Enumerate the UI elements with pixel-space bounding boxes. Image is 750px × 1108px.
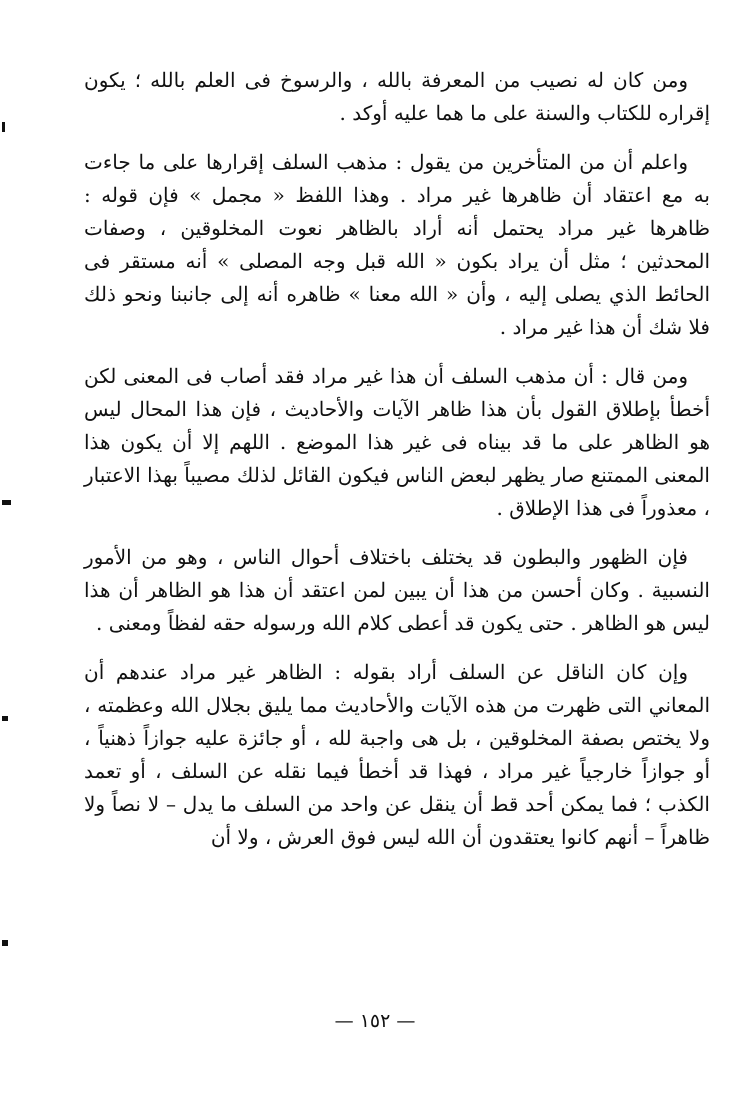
margin-mark	[2, 716, 8, 721]
paragraph-1: ومن كان له نصيب من المعرفة بالله ، والرسوخ فى العلم بالله ؛ يكون إقراره للكتاب والسنة على ما هما عليه أوكد .	[84, 68, 710, 125]
margin-mark	[2, 500, 11, 505]
paragraph-5: وإن كان الناقل عن السلف أراد بقوله : الظاهر غير مراد عندهم أن المعاني التى ظهرت من هذه الآيات والأحاديث مما يليق بجلال الله وعظمته ، ولا يختص بصفة المخلوقين ، بل هى واجبة لله ، أو جائزة عليه جوازاً ذهنياً ، أو جوازاً خارجياً غير مراد ، فهذا قد أخطأ فيما نقله عن السلف ، أو تعمد الكذب ؛ فما يمكن أحد قط أن ينقل عن واحد من السلف ما يدل – لا نصاً ولا ظاهراً – أنهم كانوا يعتقدون أن الله ليس فوق العرش ، ولا أن	[84, 660, 710, 849]
paragraph-2: واعلم أن من المتأخرين من يقول : مذهب السلف إقرارها على ما جاءت به مع اعتقاد أن ظاهرها غير مراد . وهذا اللفظ « مجمل » فإن قوله : ظاهرها غير مراد يحتمل أنه أراد بالظاهر نعوت المخلوقين ، وصفات المحدثين ؛ مثل أن يراد بكون « الله قبل وجه المصلى » أنه مستقر فى الحائط الذي يصلى إليه ، وأن « الله معنا » ظاهره أنه إلى جانبنا ونحو ذلك فلا شك أن هذا غير مراد .	[84, 150, 711, 339]
paragraph-3: ومن قال : أن مذهب السلف أن هذا غير مراد فقد أصاب فى المعنى لكن أخطأ بإطلاق القول بأن هذا ظاهر الآيات والأحاديث ، فإن هذا المحال ليس هو الظاهر على ما قد بيناه فى غير هذا الموضع . اللهم إلا أن يكون هذا المعنى الممتنع صار يظهر لبعض الناس فيكون القائل لذلك مصيباً بهذا الاعتبار ، معذوراً فى هذا الإطلاق .	[84, 364, 710, 520]
margin-mark	[2, 122, 5, 132]
paragraph-4: فإن الظهور والبطون قد يختلف باختلاف أحوال الناس ، وهو من الأمور النسبية . وكان أحسن من هذا أن يبين لمن اعتقد أن هذا هو الظاهر أن هذا ليس هو الظاهر . حتى يكون قد أعطى كلام الله ورسوله حقه لفظاً ومعنى .	[84, 545, 710, 635]
page-number: — ١٥٢ —	[334, 1010, 416, 1032]
body-text	[84, 64, 710, 854]
margin-mark	[2, 940, 8, 946]
